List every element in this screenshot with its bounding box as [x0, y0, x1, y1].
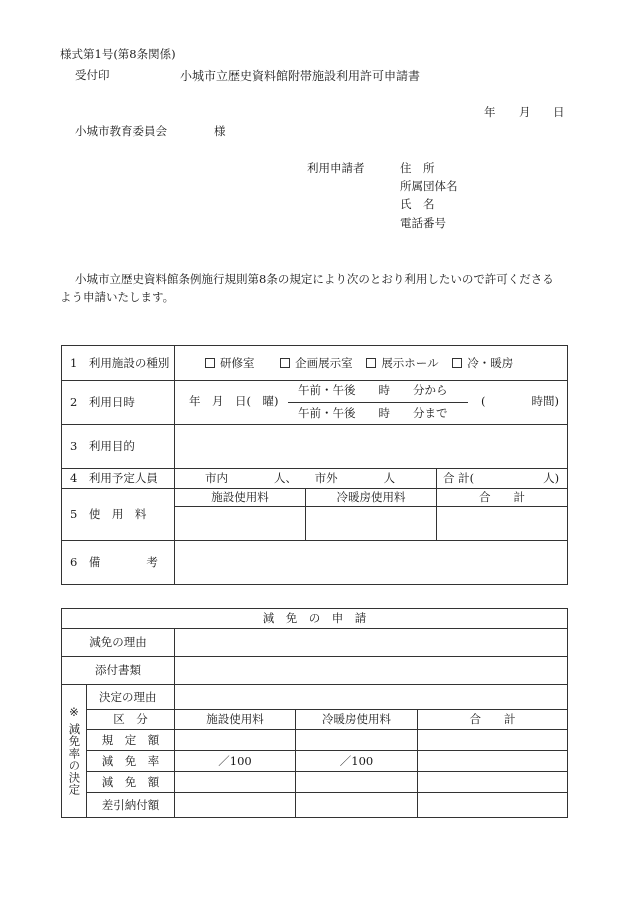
time-from: 午前・午後 時 分から: [298, 383, 448, 397]
attachments-label: 添付書類: [62, 657, 175, 685]
purpose-label: 3 利用目的: [62, 425, 175, 469]
attachments-row: [62, 657, 568, 685]
addressee-honorific: 様: [214, 124, 226, 138]
form-number: 様式第1号(第8条関係): [60, 47, 176, 61]
reduction-rate-row: [62, 751, 568, 772]
applicant-organization-label: 所属団体名: [400, 179, 458, 193]
option-exhibition-hall[interactable]: 展示ホール: [366, 356, 438, 370]
reduction-amount-aircon[interactable]: [296, 772, 418, 793]
reduction-reason-field[interactable]: [175, 629, 568, 657]
attendees-total[interactable]: 合 計( 人): [437, 469, 568, 489]
decision-reason-field[interactable]: [175, 685, 568, 710]
checkbox-icon[interactable]: [205, 358, 215, 368]
checkbox-icon[interactable]: [452, 358, 462, 368]
row-purpose: [62, 425, 568, 469]
reduction-title: 減 免 の 申 請: [62, 609, 568, 629]
fee-col-aircon: 冷暖房使用料: [306, 489, 437, 507]
fee-aircon-value[interactable]: [306, 507, 437, 541]
remarks-label: 6 備 考: [62, 541, 175, 585]
row-remarks: [62, 541, 568, 585]
request-text-line2: よう申請いたします。: [60, 290, 175, 304]
reduction-reason-label: 減免の理由: [62, 629, 175, 657]
standard-total-value[interactable]: [418, 730, 568, 751]
applicant-name-label: 氏 名: [400, 197, 435, 211]
reduction-amount-row: [62, 772, 568, 793]
fee-col-total: 合 計: [437, 489, 568, 507]
payable-amount-row: [62, 793, 568, 818]
reduction-rate-label: 減 免 率: [87, 751, 175, 772]
attendees-in-city: 市内 人、: [205, 471, 297, 486]
attachments-field[interactable]: [175, 657, 568, 685]
document-title: 小城市立歴史資料館附帯施設利用許可申請書: [180, 69, 421, 83]
remarks-field[interactable]: [175, 541, 568, 585]
applicant-address-label: 住 所: [400, 161, 435, 175]
date-time-field[interactable]: [175, 381, 568, 425]
date-month: 月: [519, 105, 531, 119]
reduction-amount-facility[interactable]: [175, 772, 296, 793]
facility-type-label: 1 利用施設の種別: [62, 346, 175, 381]
reduction-title-row: [62, 609, 568, 629]
date-text: 年 月 日( 曜): [189, 394, 279, 408]
row-date-time: [62, 381, 568, 425]
row-fee-header: [62, 489, 568, 507]
decision-reason-label: 決定の理由: [87, 685, 175, 710]
date-time-label: 2 利用日時: [62, 381, 175, 425]
fee-col-facility: 施設使用料: [175, 489, 306, 507]
reduction-col-aircon: 冷暖房使用料: [296, 710, 418, 730]
payable-amount-label: 差引納付額: [87, 793, 175, 818]
attendees-label: 4 利用予定人員: [62, 469, 175, 489]
reduction-reason-row: [62, 629, 568, 657]
standard-facility-value[interactable]: [175, 730, 296, 751]
reduction-header-row: [62, 710, 568, 730]
applicant-label: 利用申請者: [307, 161, 365, 175]
time-to: 午前・午後 時 分まで: [298, 406, 448, 420]
payable-aircon-value[interactable]: [296, 793, 418, 818]
purpose-field[interactable]: [175, 425, 568, 469]
decision-reason-row: [62, 685, 568, 710]
date-day: 日: [553, 105, 565, 119]
row-facility-type: [62, 346, 568, 381]
payable-total-value[interactable]: [418, 793, 568, 818]
reduction-col-facility: 施設使用料: [175, 710, 296, 730]
date-year: 年: [484, 105, 496, 119]
reduction-decision-side: [62, 685, 87, 818]
option-training-room[interactable]: 研修室: [205, 356, 255, 370]
checkbox-icon[interactable]: [366, 358, 376, 368]
facility-options: [175, 346, 568, 381]
attendees-out-city: 市外 人: [314, 471, 396, 486]
applicant-phone-label: 電話番号: [400, 216, 446, 230]
standard-amount-row: [62, 730, 568, 751]
addressee: 小城市教育委員会: [75, 124, 167, 138]
reduction-table: [61, 608, 568, 818]
note-mark: ※: [69, 705, 79, 720]
reduction-col-total: 合 計: [418, 710, 568, 730]
option-exhibition-room[interactable]: 企画展示室: [280, 356, 353, 370]
attendees-inout[interactable]: [175, 469, 437, 489]
option-air-conditioning[interactable]: 冷・暖房: [452, 356, 513, 370]
payable-facility-value[interactable]: [175, 793, 296, 818]
standard-amount-label: 規 定 額: [87, 730, 175, 751]
reduction-rate-facility[interactable]: ／100: [175, 751, 296, 772]
fee-label: 5 使 用 料: [62, 489, 175, 541]
reduction-rate-decision-label: 減免率の決定: [67, 723, 82, 796]
reduction-rate-aircon[interactable]: ／100: [296, 751, 418, 772]
fee-facility-value[interactable]: [175, 507, 306, 541]
fee-total-value[interactable]: [437, 507, 568, 541]
duration-hours: ( 時間): [481, 394, 559, 408]
category-label: 区 分: [87, 710, 175, 730]
reduction-amount-label: 減 免 額: [87, 772, 175, 793]
time-divider: [288, 402, 468, 403]
row-attendees: [62, 469, 568, 489]
application-table: [61, 345, 568, 585]
standard-aircon-value[interactable]: [296, 730, 418, 751]
reduction-amount-total[interactable]: [418, 772, 568, 793]
reduction-rate-total[interactable]: [418, 751, 568, 772]
reception-stamp-label: 受付印: [75, 68, 110, 82]
request-text-line1: 小城市立歴史資料館条例施行規則第8条の規定により次のとおり利用したいので許可くださる: [75, 272, 554, 286]
checkbox-icon[interactable]: [280, 358, 290, 368]
